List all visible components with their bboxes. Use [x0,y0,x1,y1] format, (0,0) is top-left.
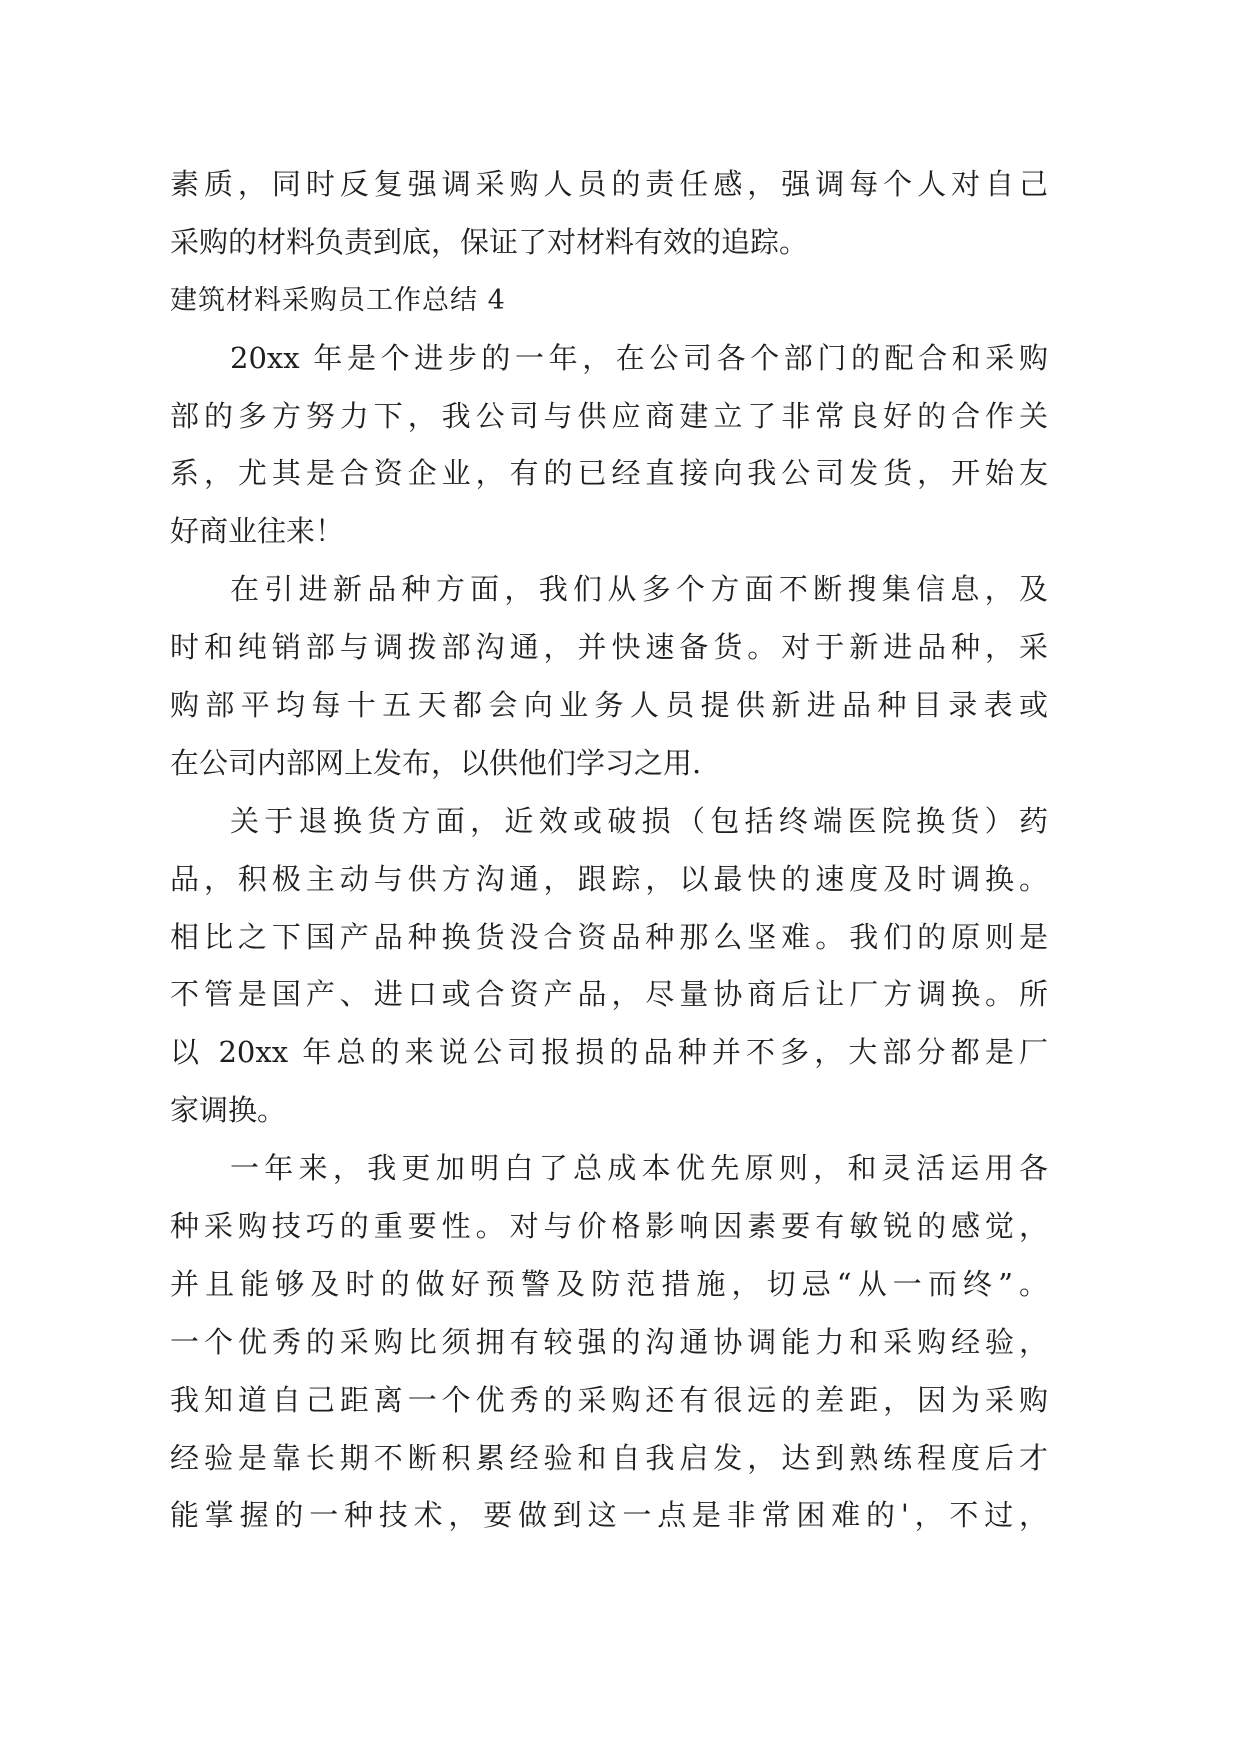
text-line: 在公司内部网上发布，以供他们学习之用. [170,745,702,780]
document-page-body [170,156,1048,1545]
text-line: 系，尤其是合资企业，有的已经直接向我公司发货，开始友 [170,456,1048,491]
paragraph [170,793,1048,1140]
text-line: 部的多方努力下，我公司与供应商建立了非常良好的合作关 [170,398,1048,433]
text-line: 时和纯销部与调拨部沟通，并快速备货。对于新进品种，采 [170,630,1048,665]
text-line: 采购的材料负责到底，保证了对材料有效的追踪。 [170,224,809,259]
text-line: 家调换。 [170,1093,287,1128]
text-line: 购部平均每十五天都会向业务人员提供新进品种目录表或 [170,688,1048,723]
text-line: 不管是国产、进口或合资产品，尽量协商后让厂方调换。所 [170,977,1048,1012]
text-line: 相比之下国产品种换货没合资品种那么坚难。我们的原则是 [170,919,1048,954]
text-line: 一个优秀的采购比须拥有较强的沟通协调能力和采购经验， [170,1324,1048,1359]
text-line: 一年来，我更加明白了总成本优先原则，和灵活运用各 [230,1151,1048,1186]
text-line: 好商业往来！ [170,514,345,549]
text-line: 并且能够及时的做好预警及防范措施，切忌“从一而终”。 [170,1266,1048,1301]
text-line: 20xx 年是个进步的一年，在公司各个部门的配合和采购 [230,340,1048,375]
text-line: 种采购技巧的重要性。对与价格影响因素要有敏锐的感觉， [170,1209,1048,1244]
paragraph [170,1140,1048,1545]
text-line: 我知道自己距离一个优秀的采购还有很远的差距，因为采购 [170,1382,1048,1417]
text-line: 以 20xx 年总的来说公司报损的品种并不多，大部分都是厂 [170,1035,1048,1070]
text-line: 关于退换货方面，近效或破损（包括终端医院换货）药 [230,803,1048,838]
text-line: 能掌握的一种技术，要做到这一点是非常困难的'，不过， [170,1498,1048,1533]
text-line: 经验是靠长期不断积累经验和自我启发，达到熟练程度后才 [170,1440,1048,1475]
section-heading: 建筑材料采购员工作总结 4 [170,284,506,316]
text-line: 素质，同时反复强调采购人员的责任感，强调每个人对自己 [170,167,1048,201]
text-line: 品，积极主动与供方沟通，跟踪，以最快的速度及时调换。 [170,861,1048,896]
paragraph [170,561,1048,793]
continued-paragraph [170,156,1048,272]
text-line: 在引进新品种方面，我们从多个方面不断搜集信息，及 [230,572,1048,607]
paragraph [170,330,1048,562]
